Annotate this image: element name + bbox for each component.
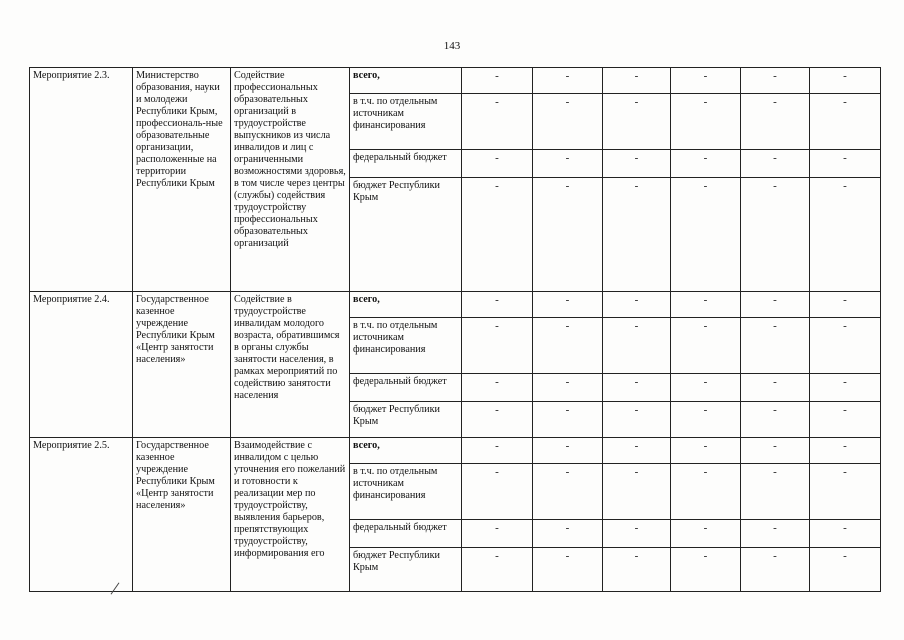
value-cell: - — [533, 178, 603, 292]
value-cell: - — [671, 548, 741, 592]
value-cell: - — [603, 438, 671, 464]
description-cell: Взаимодействие с инвалидом с целью уточнения его пожеланий и готовности к реализации мер по трудоустройству, выявления барьеров, препятствующих трудоустройству, информирования его — [231, 438, 350, 592]
funding-source-cell: бюджет Республики Крым — [350, 178, 462, 292]
value-cell: - — [533, 374, 603, 402]
value-cell: - — [810, 464, 881, 520]
value-cell: - — [810, 68, 881, 94]
measures-table — [29, 67, 881, 592]
value-cell: - — [462, 94, 533, 150]
value-cell: - — [462, 520, 533, 548]
value-cell: - — [671, 150, 741, 178]
funding-source-cell: в т.ч. по отдельным источникам финансирования — [350, 464, 462, 520]
measure-cell: Мероприятие 2.3. — [30, 68, 133, 292]
value-cell: - — [533, 318, 603, 374]
value-cell: - — [741, 374, 810, 402]
executor-cell: Государственное казенное учреждение Республики Крым «Центр занятости населения» — [133, 438, 231, 592]
value-cell: - — [533, 548, 603, 592]
value-cell: - — [810, 318, 881, 374]
value-cell: - — [810, 402, 881, 438]
description-cell: Содействие профессиональных образовательных организаций в трудоустройстве выпускников из числа инвалидов и лиц с ограниченными возможностями здоровья, в том числе через центры (службы) содействия трудоустройству профессиональных образовательных организаций — [231, 68, 350, 292]
value-cell: - — [741, 318, 810, 374]
value-cell: - — [810, 94, 881, 150]
funding-source-cell: федеральный бюджет — [350, 150, 462, 178]
executor-cell: Государственное казенное учреждение Республики Крым «Центр занятости населения» — [133, 292, 231, 438]
executor-cell: Министерство образования, науки и молодежи Республики Крым, профессиональ-ные образовательные организации, расположенные на территории Республики Крым — [133, 68, 231, 292]
value-cell: - — [810, 438, 881, 464]
value-cell: - — [603, 374, 671, 402]
value-cell: - — [462, 464, 533, 520]
table-row — [30, 292, 881, 318]
value-cell: - — [810, 374, 881, 402]
value-cell: - — [741, 178, 810, 292]
value-cell: - — [671, 520, 741, 548]
funding-source-cell: всего, — [350, 438, 462, 464]
value-cell: - — [603, 150, 671, 178]
value-cell: - — [603, 94, 671, 150]
page-number: 143 — [443, 40, 461, 52]
value-cell: - — [462, 318, 533, 374]
value-cell: - — [533, 68, 603, 94]
value-cell: - — [741, 548, 810, 592]
value-cell: - — [462, 548, 533, 592]
value-cell: - — [533, 520, 603, 548]
value-cell: - — [462, 150, 533, 178]
value-cell: - — [810, 150, 881, 178]
value-cell: - — [741, 402, 810, 438]
value-cell: - — [462, 292, 533, 318]
value-cell: - — [741, 94, 810, 150]
value-cell: - — [671, 68, 741, 94]
funding-source-cell: бюджет Республики Крым — [350, 402, 462, 438]
table-row — [30, 438, 881, 464]
value-cell: - — [603, 292, 671, 318]
value-cell: - — [741, 150, 810, 178]
value-cell: - — [603, 402, 671, 438]
funding-source-cell: всего, — [350, 292, 462, 318]
value-cell: - — [741, 292, 810, 318]
measure-cell: Мероприятие 2.5. — [30, 438, 133, 592]
value-cell: - — [603, 318, 671, 374]
funding-source-cell: федеральный бюджет — [350, 374, 462, 402]
value-cell: - — [533, 94, 603, 150]
value-cell: - — [671, 402, 741, 438]
value-cell: - — [741, 438, 810, 464]
value-cell: - — [810, 292, 881, 318]
funding-source-cell: в т.ч. по отдельным источникам финансирования — [350, 318, 462, 374]
value-cell: - — [810, 520, 881, 548]
value-cell: - — [533, 292, 603, 318]
value-cell: - — [462, 68, 533, 94]
value-cell: - — [533, 464, 603, 520]
table-row — [30, 68, 881, 94]
value-cell: - — [462, 374, 533, 402]
value-cell: - — [671, 374, 741, 402]
value-cell: - — [671, 318, 741, 374]
value-cell: - — [603, 178, 671, 292]
value-cell: - — [533, 150, 603, 178]
funding-source-cell: всего, — [350, 68, 462, 94]
value-cell: - — [671, 438, 741, 464]
description-cell: Содействие в трудоустройстве инвалидам молодого возраста, обратившимся в органы службы занятости населения, в рамках мероприятий по содействию занятости населения — [231, 292, 350, 438]
funding-source-cell: бюджет Республики Крым — [350, 548, 462, 592]
funding-source-cell: в т.ч. по отдельным источникам финансирования — [350, 94, 462, 150]
value-cell: - — [810, 178, 881, 292]
value-cell: - — [741, 68, 810, 94]
funding-source-cell: федеральный бюджет — [350, 520, 462, 548]
value-cell: - — [741, 464, 810, 520]
value-cell: - — [533, 402, 603, 438]
value-cell: - — [603, 548, 671, 592]
value-cell: - — [671, 464, 741, 520]
value-cell: - — [462, 438, 533, 464]
value-cell: - — [603, 68, 671, 94]
value-cell: - — [741, 520, 810, 548]
value-cell: - — [671, 292, 741, 318]
value-cell: - — [603, 520, 671, 548]
value-cell: - — [462, 178, 533, 292]
value-cell: - — [533, 438, 603, 464]
value-cell: - — [671, 178, 741, 292]
value-cell: - — [810, 548, 881, 592]
value-cell: - — [462, 402, 533, 438]
value-cell: - — [671, 94, 741, 150]
measure-cell: Мероприятие 2.4. — [30, 292, 133, 438]
value-cell: - — [603, 464, 671, 520]
